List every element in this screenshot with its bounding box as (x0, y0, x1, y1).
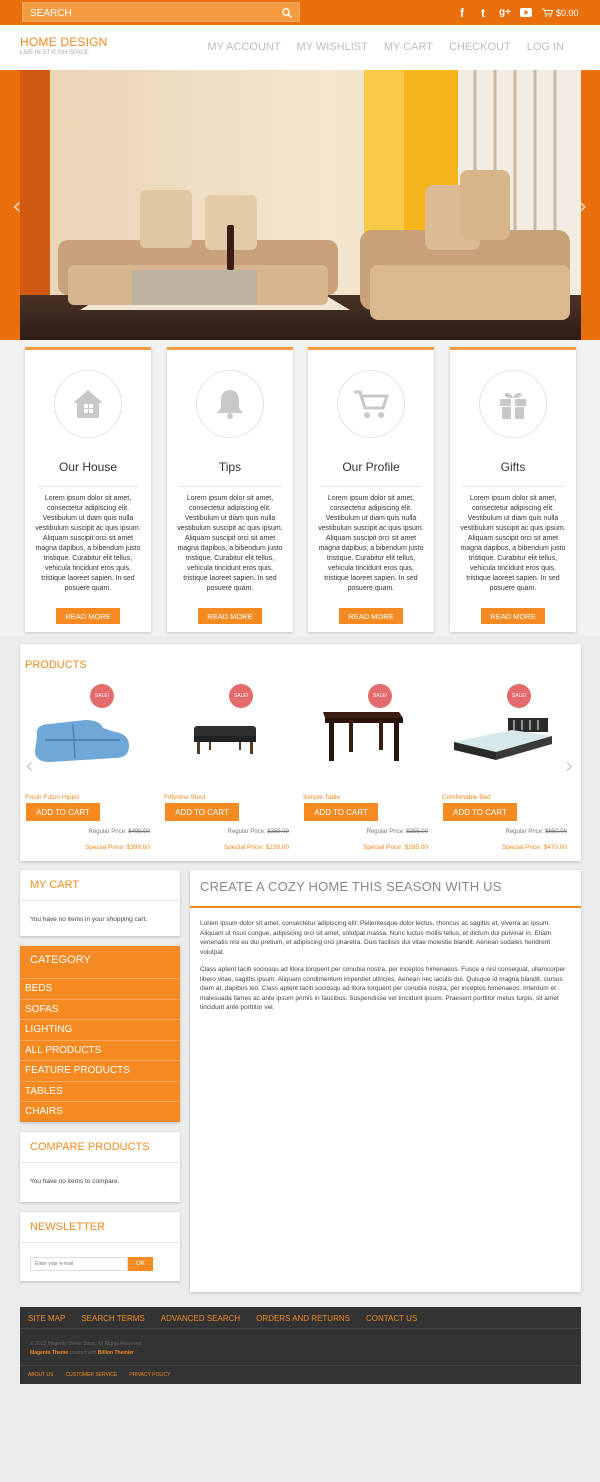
category-item-tables[interactable]: TABLES (20, 1081, 180, 1102)
product-name[interactable]: Fiffynine Stool (164, 794, 206, 801)
regular-price: Regular Price: $355.00 (366, 829, 428, 835)
category-item-beds[interactable]: BEDS (20, 978, 180, 999)
footer-link-customer-service[interactable]: CUSTOMER SERVICE (65, 1372, 118, 1378)
search-input[interactable] (30, 6, 270, 20)
regular-price: Regular Price: $650.00 (505, 829, 567, 835)
category-list (20, 978, 180, 1122)
themler-link[interactable]: Billion Themler (97, 1350, 134, 1356)
products-carousel (20, 644, 581, 861)
nav-my-wishlist[interactable]: MY WISHLIST (296, 41, 368, 53)
product-name[interactable]: Fresh Futon Hippo (25, 794, 79, 801)
copyright (30, 1340, 143, 1358)
youtube-icon[interactable] (519, 0, 533, 25)
product-name[interactable]: Simple Table (303, 794, 341, 801)
nav-my-cart[interactable]: MY CART (383, 41, 433, 53)
feature-card (308, 347, 434, 632)
copyright-text: © 2013 Magento Demo Store. All Rights Reserved. (30, 1341, 143, 1347)
main-content (190, 870, 581, 1292)
product-image[interactable] (25, 706, 145, 766)
title-underline (190, 906, 581, 908)
products-title: PRODUCTS (25, 659, 87, 671)
product-item (437, 684, 567, 859)
divider (20, 1162, 180, 1163)
divider (37, 486, 139, 487)
feature-text: Lorem ipsum dolor sit amet, consectetur adipiscing elit. Vestibulum ut diam quis nulla vestibulum suscipit ac quis ipsum. Aliquam suscipit orci sit amet magna dapibus, a bibendum justo tristique. Curabitur elit tellus, vehicula tincidunt eros quis, tristique laoreet sapien. In sed posuere quam. (177, 495, 283, 592)
feature-card (25, 347, 151, 632)
footer-link-about-us[interactable]: ABOUT US (28, 1372, 54, 1378)
compare-title: COMPARE PRODUCTS (30, 1141, 150, 1153)
newsletter-ok-button[interactable]: OK (128, 1257, 153, 1271)
hero-slider (0, 70, 600, 340)
feature-text: Lorem ipsum dolor sit amet, consectetur adipiscing elit. Vestibulum ut diam quis nulla vestibulum suscipit ac quis ipsum. Aliquam suscipit orci sit amet magna dapibus, a bibendum justo tristique. Curabitur elit tellus, vehicula tincidunt eros quis, tristique laoreet sapien. In sed posuere quam. (460, 495, 566, 592)
footer-bottom-nav (28, 1372, 170, 1378)
cart-total: $0.00 (556, 7, 579, 18)
search-box (22, 2, 300, 22)
nav-log-in[interactable]: LOG IN (526, 41, 564, 53)
product-item (159, 684, 289, 859)
add-to-cart-button[interactable]: ADD TO CART (26, 803, 100, 821)
footer-nav (28, 1314, 417, 1323)
special-price: Special Price: $285.00 (362, 844, 428, 851)
footer-link-privacy-policy[interactable]: PRIVACY POLICY (129, 1372, 171, 1378)
divider (20, 1242, 180, 1243)
google-plus-icon[interactable]: g+ (499, 7, 511, 18)
logo-subtitle: LIVE IN STYLISH SPACE (20, 50, 89, 56)
divider (20, 1328, 581, 1329)
read-more-button[interactable]: READ MORE (56, 608, 120, 624)
divider (179, 486, 281, 487)
feature-card (450, 347, 576, 632)
feature-card (167, 347, 293, 632)
hero-next-arrow[interactable]: › (578, 192, 588, 220)
house-icon (54, 370, 122, 438)
top-bar (0, 0, 600, 25)
product-item (298, 684, 428, 859)
sale-badge: SALE! (368, 684, 392, 708)
divider (20, 900, 180, 901)
special-price: Special Price: $470.00 (501, 844, 567, 851)
product-image[interactable] (303, 706, 423, 766)
gift-icon (479, 370, 547, 438)
created-with-text: created with (69, 1350, 97, 1356)
feature-title: Our House (58, 460, 118, 474)
hero-image (20, 70, 581, 340)
content-paragraph: Class aptent taciti sociosqu ad litora torquent per conubia nostra, per inceptos himenaeos. Fusce a nisl consequat, ullamcorper libero vitae, sagittis ipsum. Aliquam condimentum imperdiet ultricies. Aenean nec iaculis dui. Quisque id magna blandit, cursus diam at, dapibus leo. Class aptent taciti sociosqu ad litora torquent per conubia nostra, per inceptos himenaeos. Interdum et malesuada fames ac ante ipsum primis in faucibus. Suspendisse vel tincidunt ipsum. Praesent porttitor metus turpis, sit amet tincidunt ante porttitor vel. (200, 966, 566, 1012)
feature-title: Tips (218, 460, 242, 474)
special-price: Special Price: $239.00 (223, 844, 289, 851)
feature-text: Lorem ipsum dolor sit amet, consectetur adipiscing elit. Vestibulum ut diam quis nulla vestibulum suscipit ac quis ipsum. Aliquam suscipit orci sit amet magna dapibus, a bibendum justo tristique. Curabitur elit tellus, vehicula tincidunt eros quis, tristique laoreet sapien. In sed posuere quam. (35, 495, 141, 592)
page-title: CREATE A COZY HOME THIS SEASON WITH US (200, 879, 502, 894)
footer-link-search-terms[interactable]: SEARCH TERMS (81, 1314, 145, 1323)
feature-title: Our Profile (342, 460, 400, 474)
category-block (20, 946, 180, 1122)
regular-price: Regular Price: $359.00 (227, 829, 289, 835)
divider (320, 486, 422, 487)
content-paragraph: Lorem ipsum dolor sit amet, consectetur adipiscing elit. Pellentesque dolor lectus, rhoncus ac sagittis et, viverra ac ipsum. Aliquam ut risus congue, adipiscing orci sit amet, volutpat massa. Nunc luctus mollis tellus, et dictum dui pulvinar in. Etiam venenatis nisi eu dui pretium, et adipiscing orci pharetra. Duis facilisis dui vitae molestie blandit. Aenean sodales hendrerit volutpat. (200, 920, 552, 956)
nav-my-account[interactable]: MY ACCOUNT (207, 41, 281, 53)
theme-link[interactable]: Magento Theme (30, 1350, 69, 1356)
feature-section (0, 340, 600, 636)
footer (20, 1307, 581, 1384)
cart-icon (337, 370, 405, 438)
product-image[interactable] (442, 706, 562, 766)
facebook-icon[interactable]: f (460, 5, 464, 20)
search-icon[interactable] (281, 7, 293, 19)
product-name[interactable]: Comfortable Bed (442, 794, 491, 801)
footer-link-site-map[interactable]: SITE MAP (28, 1314, 66, 1323)
divider (462, 486, 564, 487)
newsletter-block (20, 1212, 180, 1281)
read-more-button[interactable]: READ MORE (339, 608, 403, 624)
hero-prev-arrow[interactable]: ‹ (12, 192, 22, 220)
footer-link-contact-us[interactable]: CONTACT US (365, 1314, 418, 1323)
category-title: CATEGORY (30, 954, 91, 966)
compare-block (20, 1132, 180, 1202)
feature-text: Lorem ipsum dolor sit amet, consectetur adipiscing elit. Vestibulum ut diam quis nulla vestibulum suscipit ac quis ipsum. Aliquam suscipit orci sit amet magna dapibus, a bibendum justo tristique. Curabitur elit tellus, vehicula tincidunt eros quis, tristique laoreet sapien. In sed posuere quam. (318, 495, 424, 592)
category-item-chairs[interactable]: CHAIRS (20, 1101, 180, 1122)
logo-title: HOME DESIGN (20, 35, 108, 49)
footer-link-advanced-search[interactable]: ADVANCED SEARCH (160, 1314, 241, 1323)
newsletter-email-input[interactable] (30, 1257, 128, 1271)
category-item-lighting[interactable]: LIGHTING (20, 1019, 180, 1040)
main-nav (207, 41, 564, 53)
sale-badge: SALE! (229, 684, 253, 708)
nav-checkout[interactable]: CHECKOUT (448, 41, 511, 53)
cart-icon (542, 8, 553, 17)
header (0, 25, 600, 70)
my-cart-empty-text: You have no items in your shopping cart. (30, 916, 148, 923)
tumblr-icon[interactable]: t (481, 5, 485, 20)
products-prev-arrow[interactable]: ‹ (25, 754, 34, 779)
read-more-button[interactable]: READ MORE (198, 608, 262, 624)
bell-icon (196, 370, 264, 438)
products-next-arrow[interactable]: › (565, 754, 574, 779)
category-item-all-products[interactable]: ALL PRODUCTS (20, 1040, 180, 1061)
compare-empty-text: You have no items to compare. (30, 1178, 120, 1185)
add-to-cart-button[interactable]: ADD TO CART (165, 803, 239, 821)
header-cart-link[interactable] (542, 0, 579, 25)
add-to-cart-button[interactable]: ADD TO CART (443, 803, 517, 821)
category-item-sofas[interactable]: SOFAS (20, 999, 180, 1020)
special-price: Special Price: $399.00 (84, 844, 150, 851)
add-to-cart-button[interactable]: ADD TO CART (304, 803, 378, 821)
sale-badge: SALE! (90, 684, 114, 708)
divider (20, 1365, 581, 1366)
read-more-button[interactable]: READ MORE (481, 608, 545, 624)
footer-link-orders-returns[interactable]: ORDERS AND RETURNS (256, 1314, 350, 1323)
category-item-feature-products[interactable]: FEATURE PRODUCTS (20, 1060, 180, 1081)
newsletter-title: NEWSLETTER (30, 1221, 106, 1233)
feature-title: Gifts (500, 460, 526, 474)
product-image[interactable] (164, 706, 284, 766)
sale-badge: SALE! (507, 684, 531, 708)
regular-price: Regular Price: $499.00 (88, 829, 150, 835)
product-item (20, 684, 150, 859)
my-cart-block (20, 870, 180, 936)
my-cart-title: MY CART (30, 879, 80, 891)
logo[interactable] (20, 35, 108, 56)
